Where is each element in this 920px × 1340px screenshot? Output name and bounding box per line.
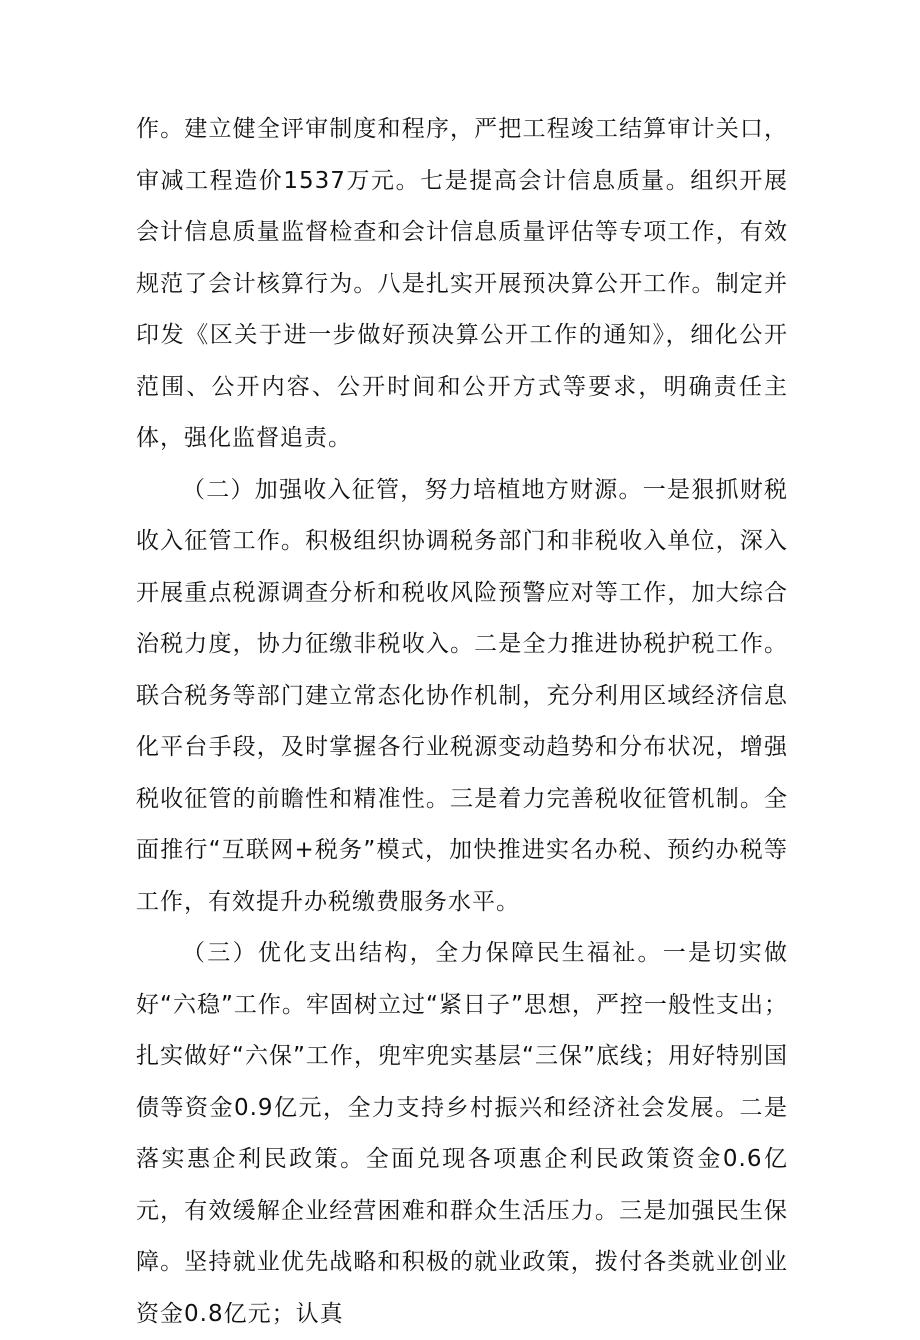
paragraph-audit-accounting: 作。建立健全评审制度和程序，严把工程竣工结算审计关口，审减工程造价1537万元。七是提高会计信息质量。组织开展会计信息质量监督检查和会计信息质量评估等专项工作，有效规范了会计核算行为。八是扎实开展预决算公开工作。制定并印发《区关于进一步做好预决算公开工作的通知》，细化公开范围、公开内容、公开时间和公开方式等要求，明确责任主体，强化监督追责。 bbox=[136, 116, 788, 451]
document-body bbox=[136, 104, 788, 1340]
paragraph-expenditure-structure: （三）优化支出结构，全力保障民生福祉。一是切实做好“六稳”工作。牢固树立过“紧日子”思想，严控一般性支出；扎实做好“六保”工作，兜牢兜实基层“三保”底线；用好特别国债等资金0.9亿元，全力支持乡村振兴和经济社会发展。二是落实惠企利民政策。全面兑现各项惠企利民政策资金0.6亿元，有效缓解企业经营困难和群众生活压力。三是加强民生保障。坚持就业优先战略和积极的就业政策，拨付各类就业创业资金0.8亿元；认真 bbox=[136, 940, 788, 1327]
paragraph-revenue-collection: （二）加强收入征管，努力培植地方财源。一是狠抓财税收入征管工作。积极组织协调税务部门和非税收入单位，深入开展重点税源调查分析和税收风险预警应对等工作，加大综合治税力度，协力征缴非税收入。二是全力推进协税护税工作。联合税务等部门建立常态化协作机制，充分利用区域经济信息化平台手段，及时掌握各行业税源变动趋势和分布状况，增强税收征管的前瞻性和精准性。三是着力完善税收征管机制。全面推行“互联网+税务”模式，加快推进实名办税、预约办税等工作，有效提升办税缴费服务水平。 bbox=[136, 476, 788, 915]
